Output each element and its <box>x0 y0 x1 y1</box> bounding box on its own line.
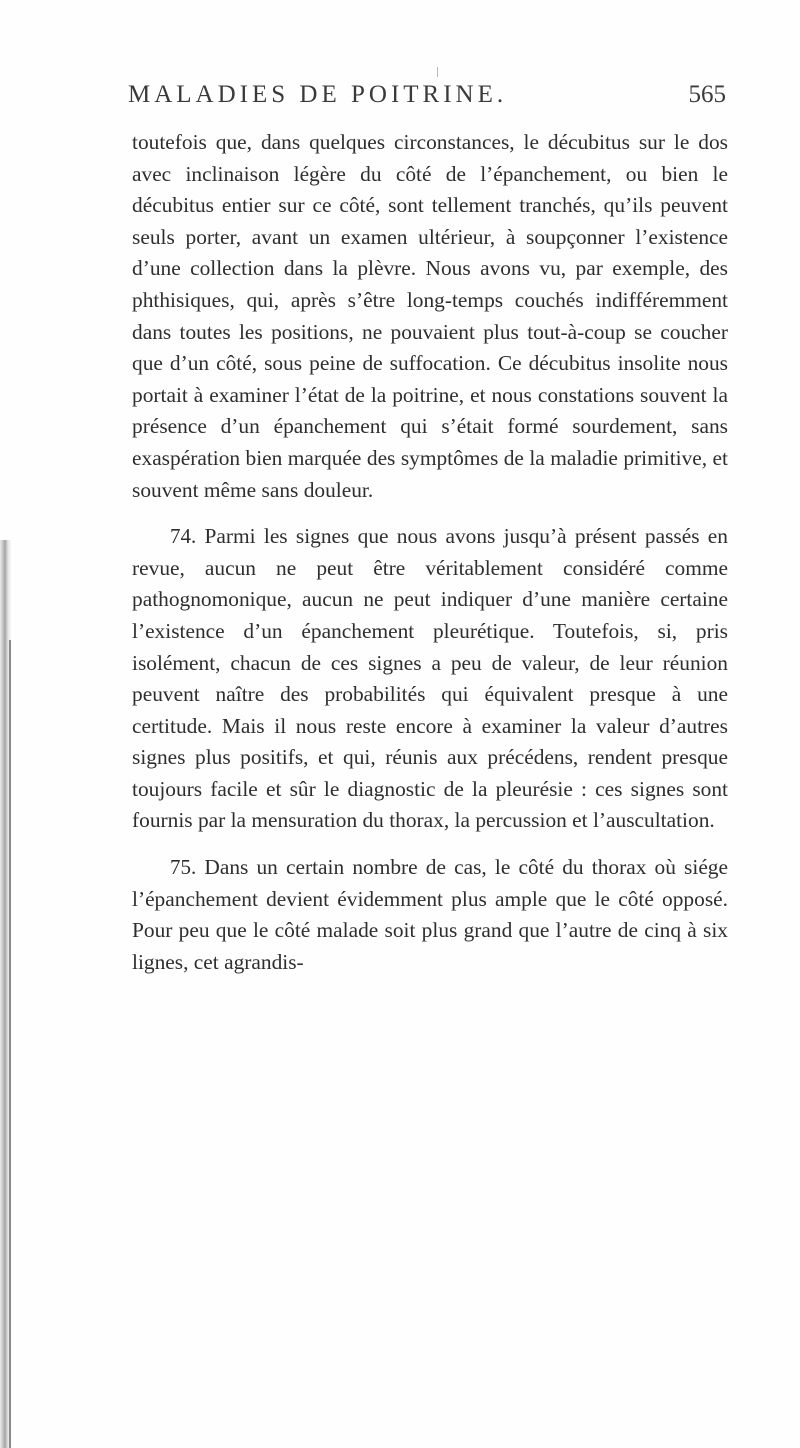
paper-speck <box>437 67 438 77</box>
running-title: MALADIES DE POITRINE. <box>128 81 508 108</box>
paragraph-75 <box>132 852 728 978</box>
paragraph-75-text: Dans un certain nombre de cas, le côté du thorax où siége l’épanchement devient évidemment plus ample que le côté opposé. Pour peu que le côté malade soit plus grand que l’autre de cinq à six lignes, cet agrandis- <box>132 855 728 974</box>
paragraph-74-text: Parmi les signes que nous avons jusqu’à présent passés en revue, aucun ne peut être véritablement considéré comme pathognomonique, aucun ne peut indiquer d’une manière certaine l’existence d’un épanchement pleurétique. Toutefois, si, pris isolément, chacun de ces signes a peu de valeur, de leur réunion peuvent naître des probabilités qui équivalent presque à une certitude. Mais il nous reste encore à examiner la valeur d’autres signes plus positifs, et qui, réunis aux précédens, rendent presque toujours facile et sûr le diagnostic de la pleurésie : ces signes sont fournis par la mensuration du thorax, la percussion et l’auscultation. <box>132 524 728 833</box>
page-number: 565 <box>688 81 726 108</box>
paragraph-74 <box>132 521 728 837</box>
section-number-74: 74. <box>170 524 197 549</box>
page-header <box>128 81 726 117</box>
binding-shadow <box>0 540 14 1448</box>
body-text <box>132 127 728 978</box>
section-number-75: 75. <box>170 855 197 880</box>
binding-edge-line <box>9 640 11 1448</box>
paragraph-continued: toutefois que, dans quelques circonstances, le décubitus sur le dos avec inclinaison légère du côté de l’épanchement, ou bien le décubitus entier sur ce côté, sont tellement tranchés, qu’ils peuvent seuls porter, avant un examen ultérieur, à soupçonner l’existence d’une collection dans la plèvre. Nous avons vu, par exemple, des phthisiques, qui, après s’être long-temps couchés indifféremment dans toutes les positions, ne pouvaient plus tout-à-coup se coucher que d’un côté, sous peine de suffocation. Ce décubitus insolite nous portait à examiner l’état de la poitrine, et nous constations souvent la présence d’un épanchement qui s’était formé sourdement, sans exaspération bien marquée des symptômes de la maladie primitive, et souvent même sans douleur. <box>132 130 728 502</box>
